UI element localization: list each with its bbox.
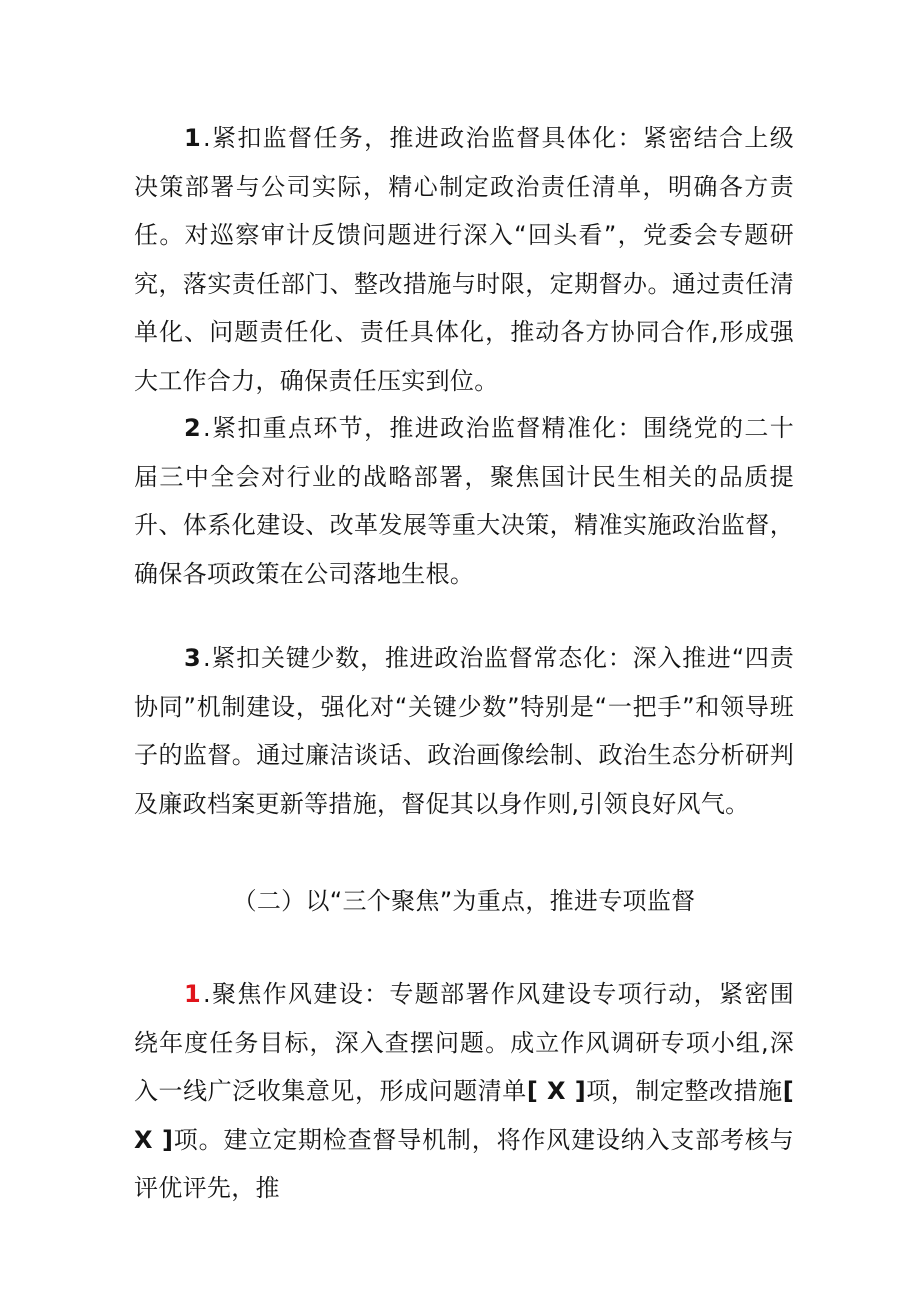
paragraph-number: 2 (184, 414, 201, 442)
paragraph-3 (134, 634, 794, 828)
paragraph-text: .紧扣重点环节，推进政治监督精准化：围绕党的二十届三中全会对行业的战略部署，聚焦国计民生相关的品质提升、体系化建设、改革发展等重大决策，精准实施政治监督，确保各项政策在公司落地生根。 (134, 414, 794, 588)
paragraph-1 (134, 114, 794, 405)
section-heading: （二）以“三个聚焦”为重点，推进专项监督 (232, 887, 696, 915)
placeholder-count: [ X ] (134, 1077, 794, 1154)
placeholder-count: [ X ] (526, 1077, 587, 1105)
paragraph-2 (134, 404, 794, 598)
paragraph-text: .紧扣监督任务，推进政治监督具体化：紧密结合上级决策部署与公司实际，精心制定政治责任清单，明确各方责任。对巡察审计反馈问题进行深入“回头看”，党委会专题研究，落实责任部门、整改措施与时限，定期督办。通过责任清单化、问题责任化、责任具体化，推动各方协同合作,形成强大工作合力，确保责任压实到位。 (134, 124, 794, 395)
paragraph-number: 1 (184, 980, 201, 1008)
paragraph-number: 1 (184, 124, 201, 152)
paragraph-number: 3 (184, 644, 201, 672)
paragraph-text-part2: 项，制定整改措施 (586, 1077, 783, 1105)
section-paragraph-1 (134, 970, 794, 1213)
paragraph-text-part3: 项。建立定期检查督导机制，将作风建设纳入支部考核与评优评先，推 (134, 1125, 794, 1202)
paragraph-text: .紧扣关键少数，推进政治监督常态化：深入推进“四责协同”机制建设，强化对“关键少数”特别是“一把手”和领导班子的监督。通过廉洁谈话、政治画像绘制、政治生态分析研判及廉政档案更新等措施，督促其以身作则,引领良好风气。 (134, 644, 794, 818)
paragraph-text-part1: .聚焦作风建设：专题部署作风建设专项行动，紧密围绕年度任务目标，深入查摆问题。成立作风调研专项小组,深入一线广泛收集意见，形成问题清单 (134, 980, 794, 1105)
